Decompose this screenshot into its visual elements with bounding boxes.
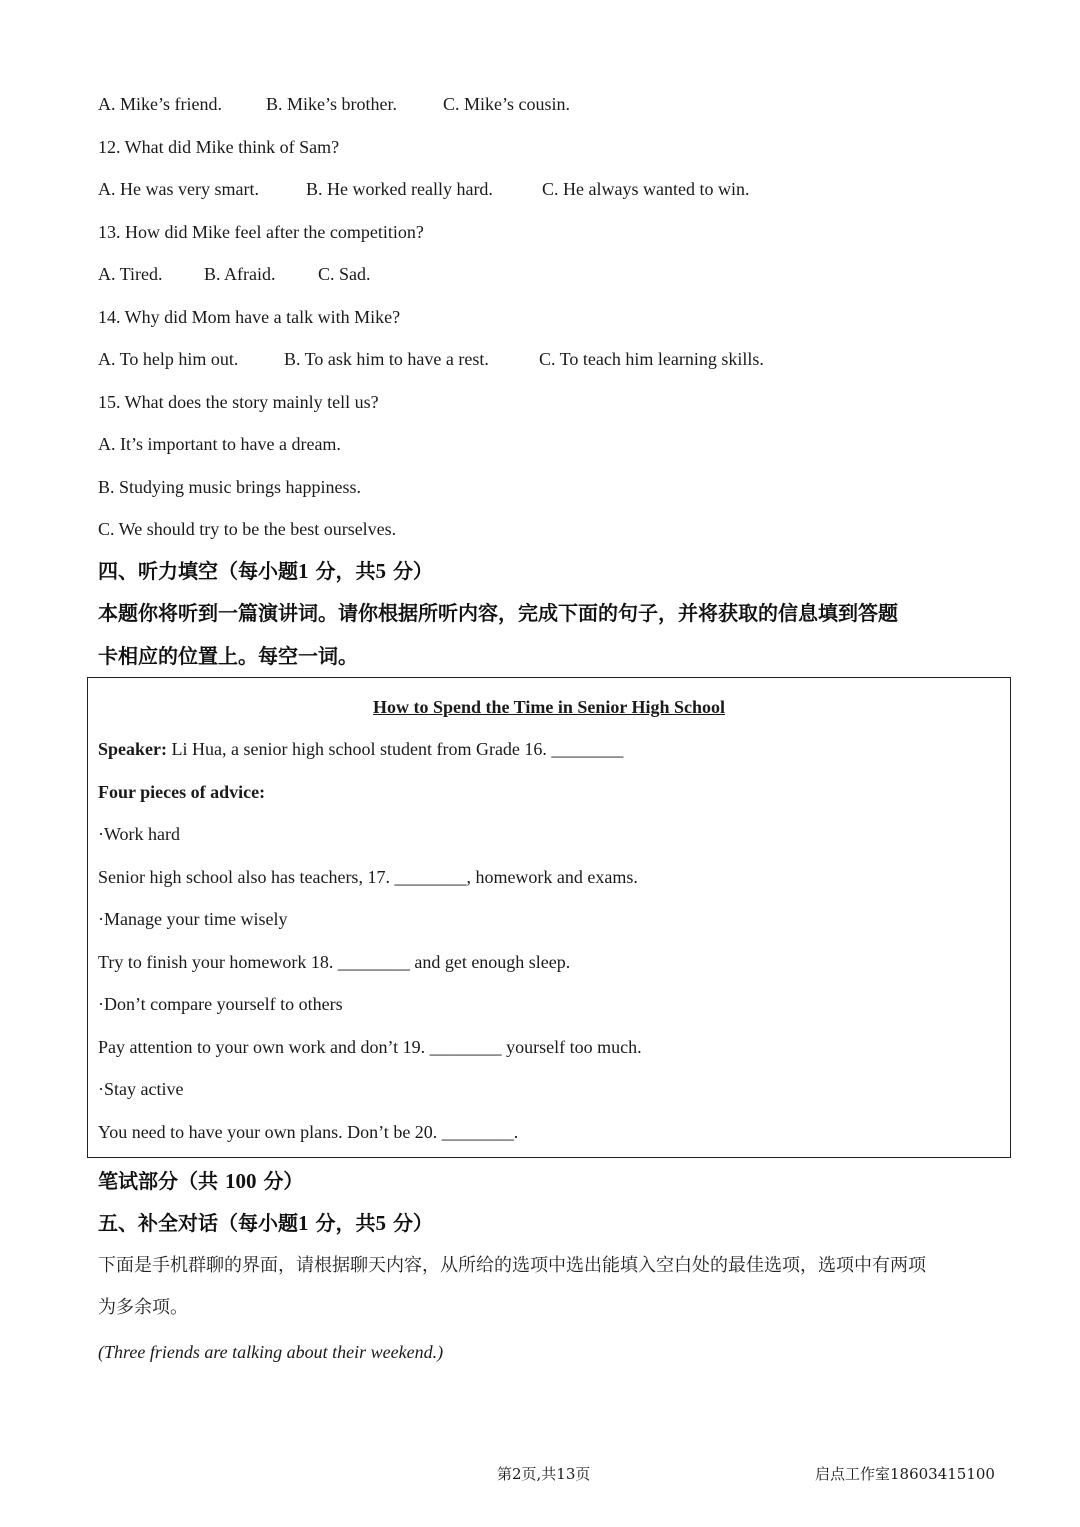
q12-option-b: B. He worked really hard.	[306, 179, 493, 199]
q13-options	[98, 262, 371, 286]
q12-option-c: C. He always wanted to win.	[542, 179, 750, 199]
written-part-heading: 笔试部分（共 100 分）	[98, 1169, 304, 1193]
speaker-label: Speaker:	[98, 739, 167, 759]
section4-instruction-line1: 本题你将听到一篇演讲词。请你根据所听内容，完成下面的句子，并将获取的信息填到答题	[98, 601, 898, 625]
q13-option-a: A. Tired.	[98, 264, 163, 284]
q14-option-c: C. To teach him learning skills.	[539, 349, 764, 369]
speaker-text: Li Hua, a senior high school student from Grade 16. ________	[167, 739, 624, 759]
q14-question: 14. Why did Mom have a talk with Mike?	[98, 307, 401, 327]
studio-contact: 启点工作室18603415100	[815, 1465, 995, 1483]
q13-option-c: C. Sad.	[318, 264, 371, 284]
page-number: 第2页,共13页	[497, 1465, 591, 1483]
dialogue-scenario: (Three friends are talking about their weekend.)	[98, 1342, 444, 1362]
q14-option-b: B. To ask him to have a rest.	[284, 349, 489, 369]
q11-option-c: C. Mike’s cousin.	[443, 94, 571, 114]
q15-option-a: A. It’s important to have a dream.	[98, 434, 341, 454]
q15-option-b: B. Studying music brings happiness.	[98, 477, 362, 497]
q12-option-a: A. He was very smart.	[98, 179, 259, 199]
q14-option-a: A. To help him out.	[98, 349, 239, 369]
notes-title: How to Spend the Time in Senior High School	[372, 697, 726, 717]
q13-question: 13. How did Mike feel after the competition?	[98, 222, 424, 242]
q15-question: 15. What does the story mainly tell us?	[98, 392, 379, 412]
blank-19-line: Pay attention to your own work and don’t 19. ________ yourself too much.	[98, 1037, 642, 1057]
speaker-line	[98, 737, 623, 761]
advice-1-title: ·Work hard	[98, 824, 181, 844]
q12-options	[98, 177, 749, 201]
section4-instruction-line2: 卡相应的位置上。每空一词。	[98, 644, 358, 668]
section5-instruction-line1: 下面是手机群聊的界面，请根据聊天内容，从所给的选项中选出能填入空白处的最佳选项，选项中有两项	[98, 1255, 926, 1276]
advice-2-title: ·Manage your time wisely	[98, 909, 288, 929]
section5-instruction-line2: 为多余项。	[98, 1297, 188, 1318]
q14-options	[98, 347, 764, 371]
advice-heading: Four pieces of advice:	[98, 782, 266, 802]
advice-3-title: ·Don’t compare yourself to others	[98, 994, 343, 1014]
q11-options	[98, 92, 570, 116]
section5-heading: 五、补全对话（每小题1 分，共5 分）	[98, 1211, 433, 1235]
q13-option-b: B. Afraid.	[204, 264, 276, 284]
q11-option-b: B. Mike’s brother.	[266, 94, 397, 114]
q12-question: 12. What did Mike think of Sam?	[98, 137, 340, 157]
blank-17-line: Senior high school also has teachers, 17. ________, homework and exams.	[98, 867, 638, 887]
blank-20-line: You need to have your own plans. Don’t be 20. ________.	[98, 1122, 519, 1142]
q15-option-c: C. We should try to be the best ourselves.	[98, 519, 397, 539]
section4-heading: 四、听力填空（每小题1 分，共5 分）	[98, 559, 433, 583]
advice-4-title: ·Stay active	[98, 1079, 184, 1099]
q11-option-a: A. Mike’s friend.	[98, 94, 222, 114]
blank-18-line: Try to finish your homework 18. ________ and get enough sleep.	[98, 952, 571, 972]
